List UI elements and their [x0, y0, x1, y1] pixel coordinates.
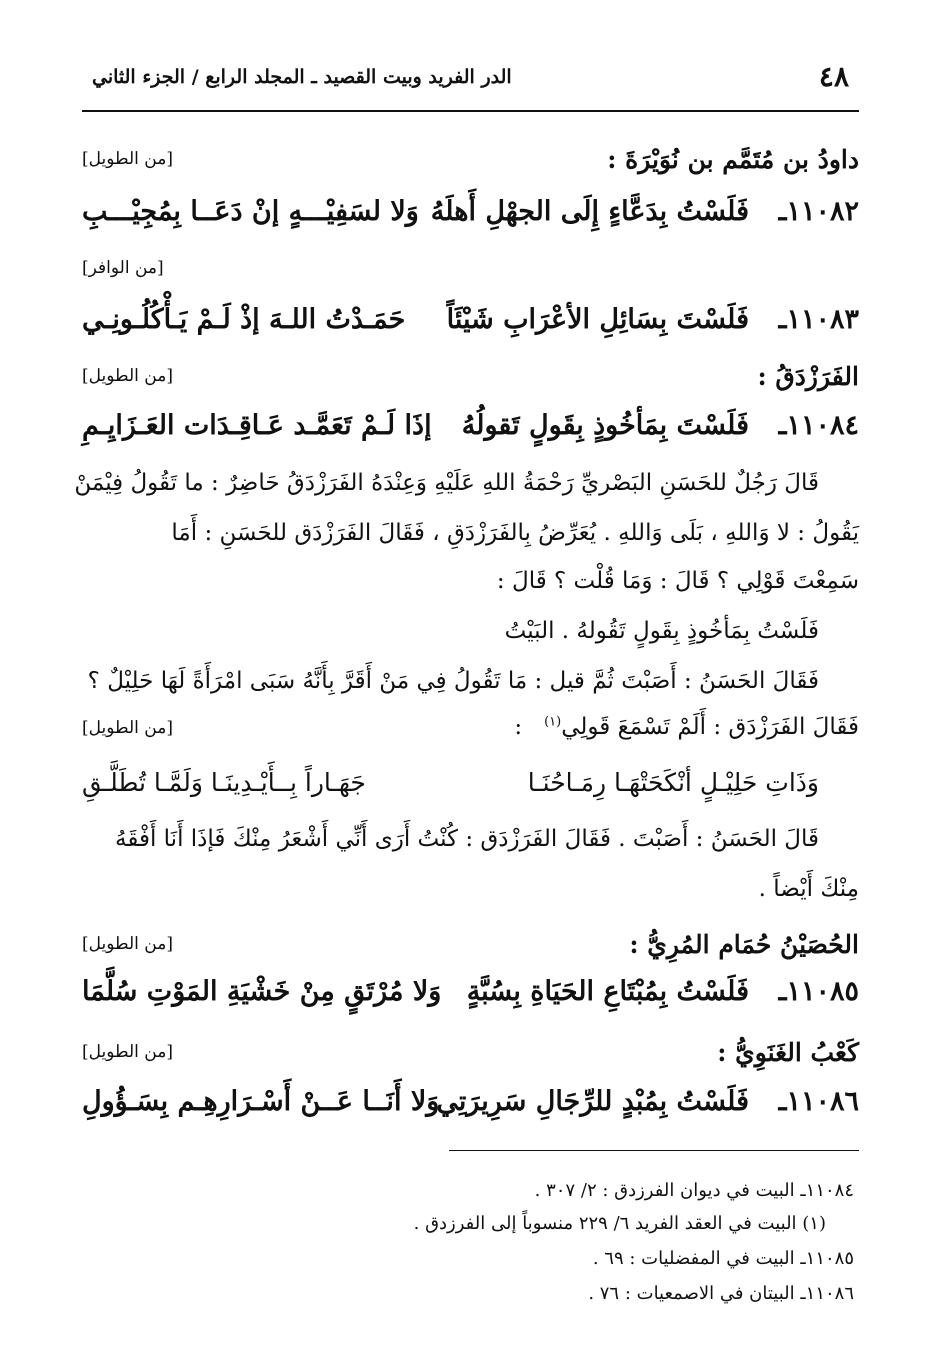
verse-hemistich-second: وَلا لسَفِيْـــهٍ إنْ دَعَــا بِمُجِيْـــبِ: [82, 196, 419, 227]
verse-hemistich-first: فَلَسْتَ بِمَأخُوذٍ بِقَولٍ تَقولُهُ: [461, 410, 749, 441]
verse-number: ١١٠٨٣ـ: [778, 304, 859, 335]
running-title: الدر الفريد وبيت القصيد ـ المجلد الرابع / الجزء الثاني: [92, 66, 512, 88]
verse-hemistich-first: فَلَسْتُ بِمُبْتَاعِ الحَيَاةِ بِسُبَّةٍ: [466, 976, 749, 1007]
prose-line: سَمِعْتَ قَوْلِي ؟ قَالَ : وَمَا قُلْت ؟ قَالَ :: [496, 568, 859, 594]
prose-line: يَقُولُ : لا وَاللهِ ، بَلَى وَاللهِ . يُعَرِّضُ بِالفَرَزْدَقِ ، فَقَالَ الفَرَزْدَق للحَسَنِ : أَمَا: [171, 520, 859, 546]
header-rule: [82, 110, 859, 112]
poet-name: الفَرَزْدَقُ :: [757, 362, 859, 391]
footnote: ١١٠٨٤ـ البيت في ديوان الفرزدق : ٢/ ٣٠٧ .: [534, 1180, 854, 1201]
verse-hemistich-first: فَلَسْتُ بِدَعَّاءٍ إِلَى الجهْلِ أَهلَهُ: [430, 196, 749, 227]
verse-hemistich-first: فَلَسْتَ بِسَائِلِ الأعْرَابِ شَيْئَاً: [446, 304, 749, 335]
verse-number: ١١٠٨٤ـ: [778, 410, 859, 441]
verse-hemistich-first: وَذَاتِ حَلِيْـلٍ أنْكَحَتْهَـا رِمَـاحُنَـا: [527, 768, 819, 797]
quoted-verse: فَلَسْتُ بِمَأخُوذٍ بِقَولٍ تَقُولهُ . البَيْتُ: [504, 618, 819, 644]
verse-number: ١١٠٨٥ـ: [778, 976, 859, 1007]
verse-hemistich-second: إذَا لَـمْ تَعَمَّـد عَـاقِـدَات العَـزَايِـمِ: [82, 410, 432, 441]
verse-11083: [82, 304, 859, 352]
prose-line: فَقَالَ الحَسَنُ : أَصَبْتَ ثُمَّ قيل : مَا تَقُولُ فِي مَنْ أَقَرَّ بِأَنَّهُ سَبَى امْرَأَةً لَهَا حَلِيْلٌ ؟: [87, 668, 819, 694]
poet-heading: [82, 258, 859, 288]
prose-line: قَالَ رَجُلٌ للحَسَنِ البَصْريِّ رَحْمَةُ اللهِ عَلَيْهِ وَعِنْدَهُ الفَرَزْدَقُ حَاضِرٌ : ما تَقُولُ فِيْمَنْ: [74, 470, 819, 496]
footnote: (١) البيت في العقد الفريد ٦/ ٢٢٩ منسوباً إلى الفرزدق .: [413, 1213, 826, 1234]
meter-label: [من الوافر]: [82, 258, 164, 278]
meter-label: [من الطويل]: [82, 934, 173, 954]
poet-heading: [82, 930, 859, 970]
poet-name: داودُ بن مُتَمَّم بن نُوَيْرَةَ :: [607, 145, 859, 174]
intro-text: فَقَالَ الفَرَزْدَق : أَلَمْ تَسْمَعَ قَولِي: [561, 714, 859, 740]
meter-label: [من الطويل]: [82, 1042, 173, 1062]
anecdote-intro: [82, 714, 859, 750]
verse-number: ١١٠٨٦ـ: [778, 1086, 859, 1117]
intro-colon: :: [514, 714, 523, 740]
verse-number: ١١٠٨٢ـ: [778, 196, 859, 227]
page-number: ٤٨: [818, 60, 849, 93]
poet-heading: [82, 1038, 859, 1078]
anecdote-verse: [82, 768, 859, 812]
verse-hemistich-second: وَلا أَنَــا عَــنْ أَسْـرَارِهِـم بِسَـؤُولِ: [82, 1086, 440, 1117]
meter-label: [من الطويل]: [82, 149, 173, 169]
verse-hemistich-second: حَمَـدْتُ اللـهَ إذْ لَـمْ يَـأْكُلُـونِـي: [82, 304, 406, 335]
poet-name: كَعْبُ الغَنَوِيُّ :: [717, 1038, 859, 1067]
verse-hemistich-second: جَهَـاراً بِــأَيْـدِينَـا وَلَمَّـا تُطَلَّـقِ: [82, 768, 366, 797]
prose-line: قَالَ الحَسَنُ : أَصَبْتَ . فَقَالَ الفَرَزْدَق : كُنْتُ أَرَى أَنِّي أَشْعَرُ مِنْكَ فَإذَا أَنَا أَفْقَهُ: [115, 826, 819, 852]
verse-11086: [82, 1086, 859, 1134]
verse-hemistich-first: فَلَسْتُ بِمُبْدٍ للرِّجَالِ سَرِيرَتِي: [436, 1086, 749, 1117]
footnote-rule: [449, 1150, 859, 1151]
poet-name: الحُصَيْنُ حُمَام المُرِيُّ :: [629, 930, 859, 959]
meter-label: [من الطويل]: [82, 366, 173, 386]
prose-line: مِنْكَ أَيْضاً .: [758, 876, 859, 902]
footnote: ١١٠٨٥ـ البيت في المفضليات : ٦٩ .: [592, 1248, 854, 1269]
poet-heading: [82, 145, 859, 185]
meter-label: [من الطويل]: [82, 718, 173, 738]
poet-heading: [82, 362, 859, 402]
verse-11085: [82, 976, 859, 1024]
footnote: ١١٠٨٦ـ البيتان في الاصمعيات : ٧٦ .: [588, 1283, 854, 1304]
footnote-marker: (١): [544, 714, 562, 730]
page-header: [82, 56, 859, 100]
verse-hemistich-second: وَلا مُرْتَقٍ مِنْ خَشْيَةِ المَوْتِ سُلَّمَا: [82, 976, 442, 1007]
verse-11082: [82, 196, 859, 244]
verse-11084: [82, 410, 859, 458]
